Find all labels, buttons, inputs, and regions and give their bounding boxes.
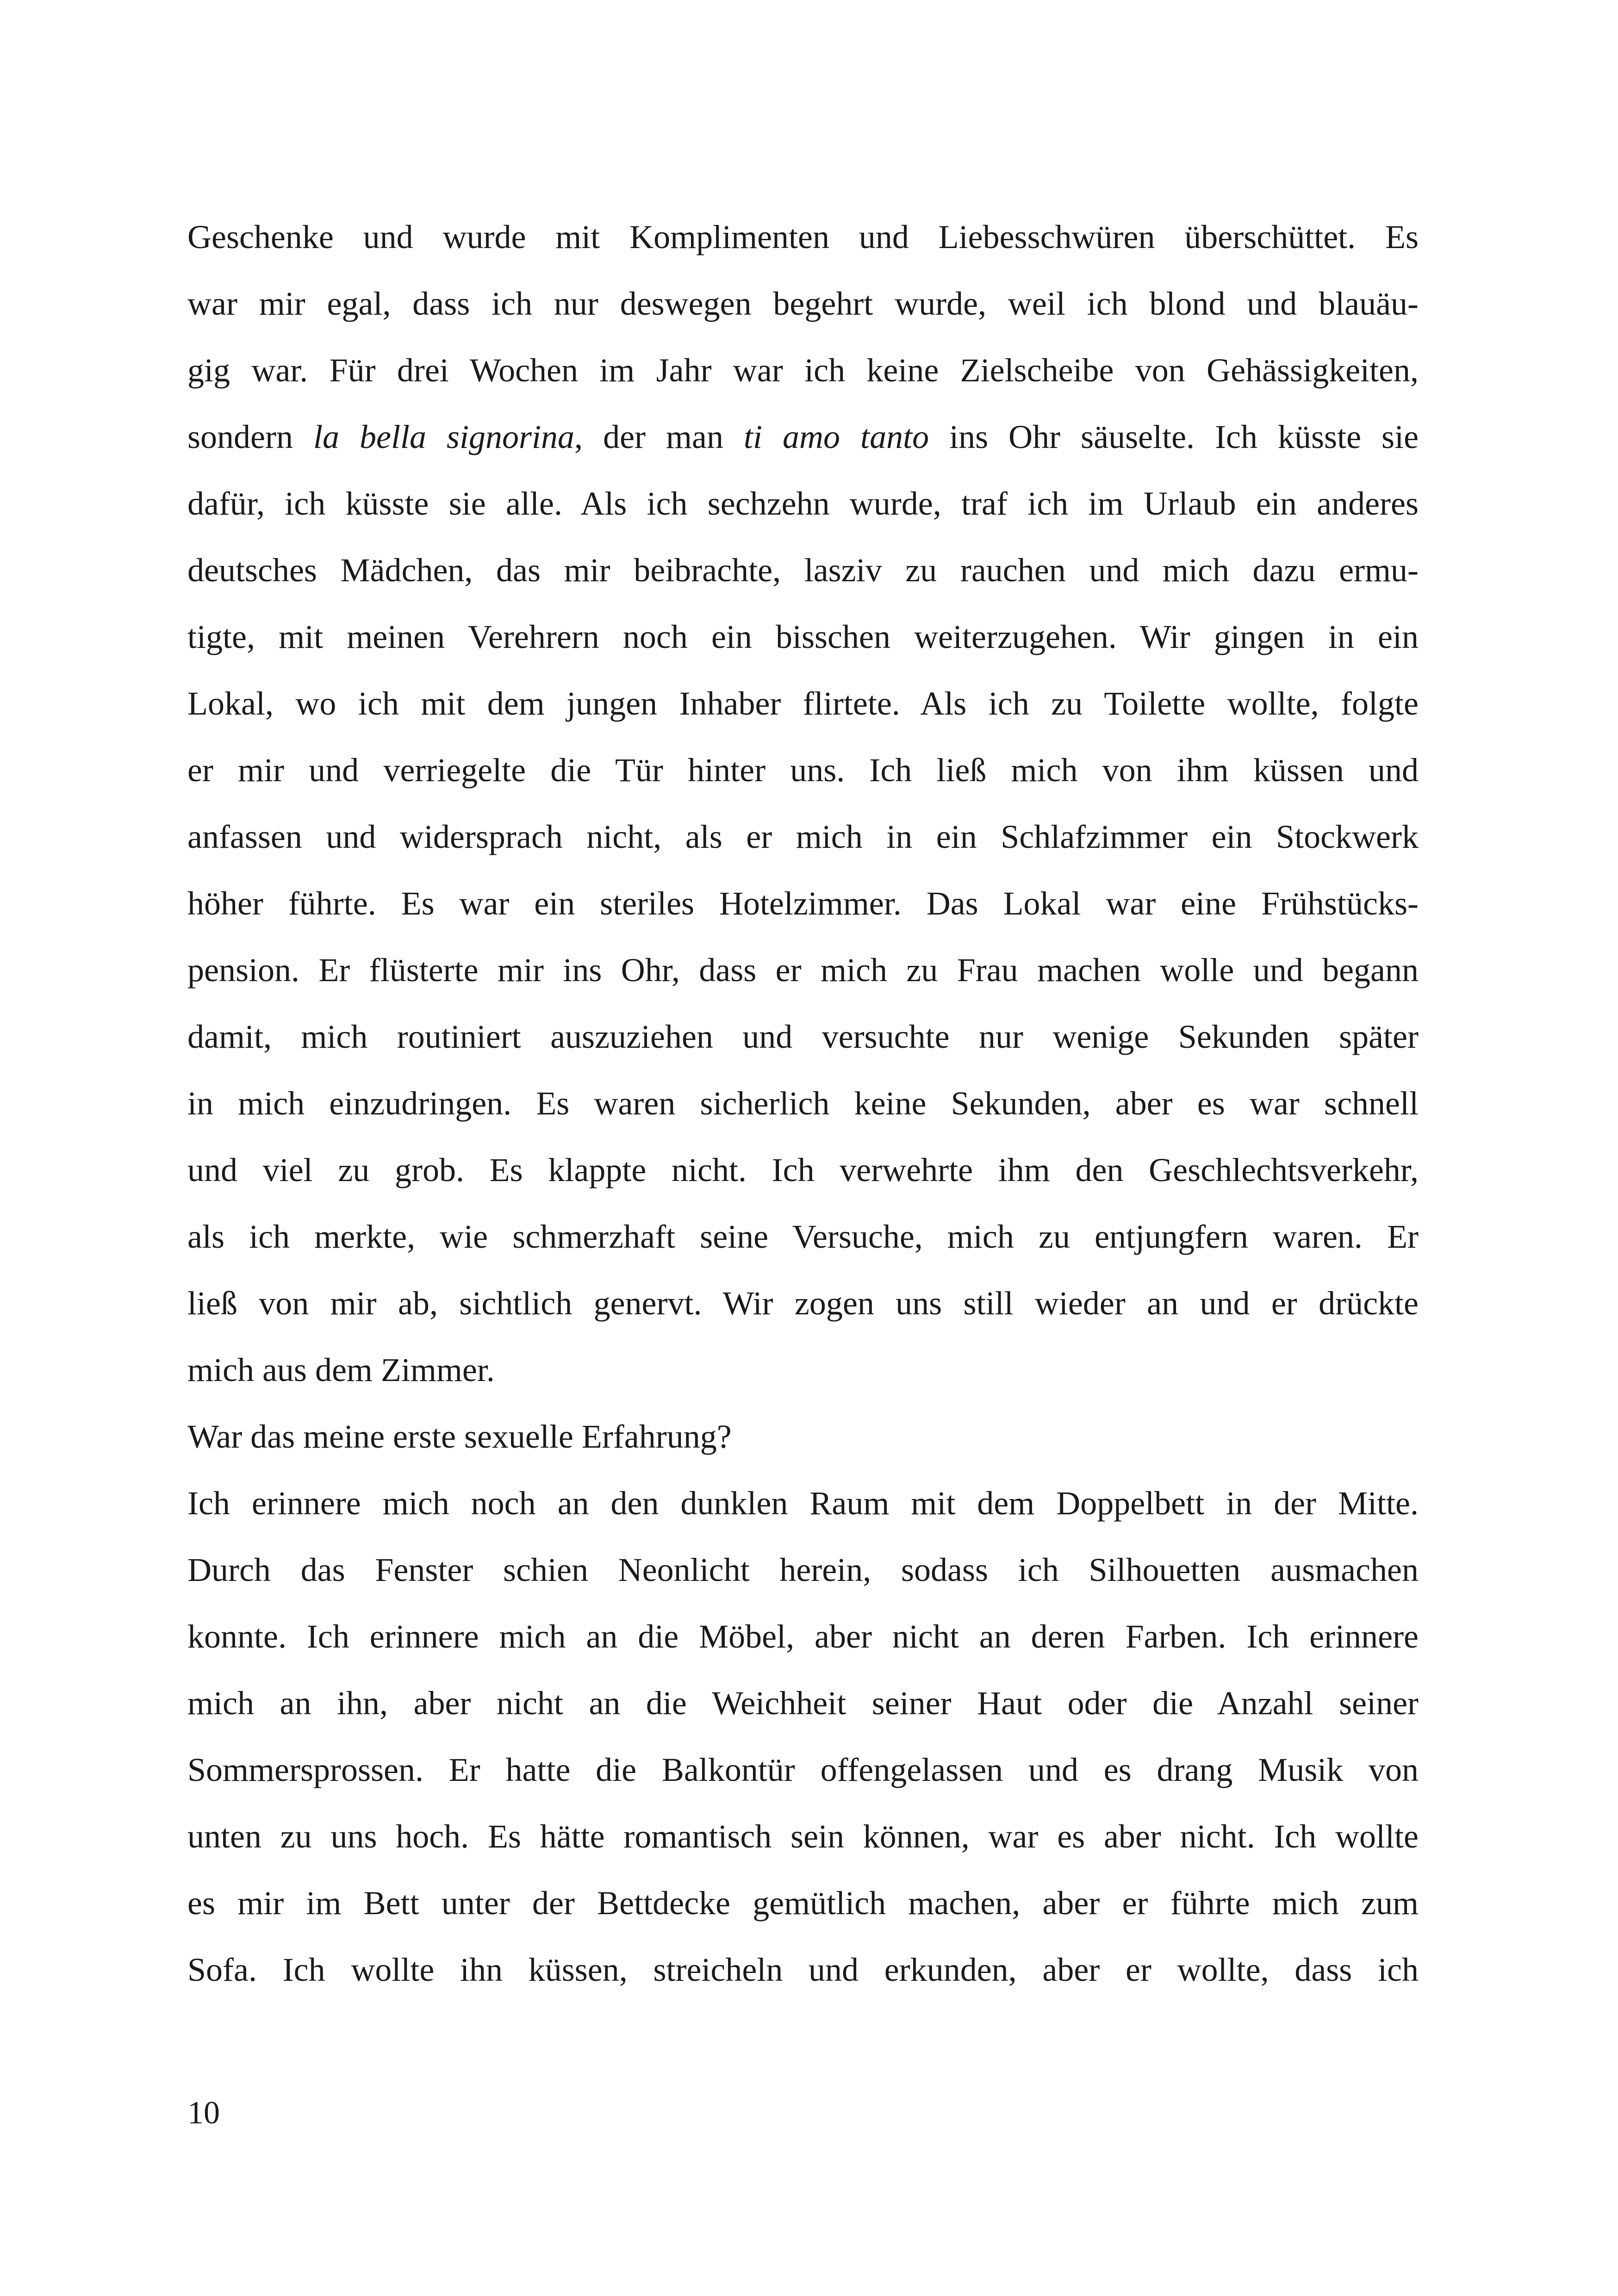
text-line — [187, 870, 1419, 937]
text-segment: unten zu uns hoch. Es hätte romantisch sein können, war es aber nicht. Ich wollte — [187, 1818, 1419, 1855]
text-segment: mich an ihn, aber nicht an die Weichheit seiner Haut oder die Anzahl seiner — [187, 1685, 1419, 1722]
text-line — [187, 1003, 1419, 1070]
text-segment: höher führte. Es war ein steriles Hotelzimmer. Das Lokal war eine Frühstücks- — [187, 885, 1419, 922]
italic-phrase: ti amo tanto — [744, 418, 929, 455]
text-segment: mich aus dem Zimmer. — [187, 1351, 495, 1388]
text-segment: anfassen und widersprach nicht, als er mich in ein Schlafzimmer ein Stockwerk — [187, 818, 1419, 855]
text-line — [187, 1070, 1419, 1137]
text-line — [187, 1270, 1419, 1337]
text-segment: dafür, ich küsste sie alle. Als ich sechzehn wurde, traf ich im Urlaub ein anderes — [187, 485, 1419, 522]
text-line — [187, 1736, 1419, 1803]
text-line — [187, 1137, 1419, 1203]
text-segment: Sofa. Ich wollte ihn küssen, streicheln und erkunden, aber er wollte, dass ich — [187, 1951, 1419, 1988]
text-line — [187, 1203, 1419, 1270]
page-number: 10 — [187, 2095, 220, 2131]
text-line — [187, 337, 1419, 404]
text-line — [187, 604, 1419, 670]
text-line — [187, 1936, 1419, 2003]
text-line — [187, 737, 1419, 803]
text-segment: sondern — [187, 418, 313, 455]
text-line — [187, 470, 1419, 537]
text-line — [187, 204, 1419, 270]
text-segment: Geschenke und wurde mit Komplimenten und Liebesschwüren überschüttet. Es — [187, 218, 1419, 255]
text-segment: ließ von mir ab, sichtlich genervt. Wir zogen uns still wieder an und er drückte — [187, 1285, 1419, 1322]
text-line — [187, 537, 1419, 604]
text-segment: es mir im Bett unter der Bettdecke gemütlich machen, aber er führte mich zum — [187, 1885, 1419, 1922]
text-segment: Lokal, wo ich mit dem jungen Inhaber flirtete. Als ich zu Toilette wollte, folgte — [187, 685, 1419, 722]
text-segment: Ich erinnere mich noch an den dunklen Raum mit dem Doppelbett in der Mitte. — [187, 1485, 1419, 1522]
text-segment: War das meine erste sexuelle Erfahrung? — [187, 1418, 732, 1455]
text-line — [187, 1337, 1419, 1403]
text-segment: er mir und verriegelte die Tür hinter uns. Ich ließ mich von ihm küssen und — [187, 752, 1419, 789]
text-segment: war mir egal, dass ich nur deswegen begehrt wurde, weil ich blond und blauäu- — [187, 285, 1419, 322]
text-segment: pension. Er flüsterte mir ins Ohr, dass er mich zu Frau machen wolle und begann — [187, 952, 1419, 989]
text-segment: konnte. Ich erinnere mich an die Möbel, aber nicht an deren Farben. Ich erinnere — [187, 1618, 1419, 1655]
text-line — [187, 803, 1419, 870]
text-line — [187, 1403, 1419, 1470]
text-segment: tigte, mit meinen Verehrern noch ein bisschen weiterzugehen. Wir gingen in ein — [187, 618, 1419, 655]
text-segment: Sommersprossen. Er hatte die Balkontür offengelassen und es drang Musik von — [187, 1751, 1419, 1788]
text-line — [187, 1870, 1419, 1936]
text-segment: als ich merkte, wie schmerzhaft seine Versuche, mich zu entjungfern waren. Er — [187, 1218, 1419, 1255]
text-segment: ins Ohr säuselte. Ich küsste sie — [929, 418, 1419, 455]
body-text — [187, 204, 1419, 2003]
text-segment: Durch das Fenster schien Neonlicht herein, sodass ich Silhouetten ausmachen — [187, 1551, 1419, 1588]
text-segment: und viel zu grob. Es klappte nicht. Ich verwehrte ihm den Geschlechtsverkehr, — [187, 1151, 1419, 1188]
text-segment: , der man — [574, 418, 744, 455]
text-segment: deutsches Mädchen, das mir beibrachte, lasziv zu rauchen und mich dazu ermu- — [187, 552, 1419, 589]
text-line — [187, 937, 1419, 1003]
text-line — [187, 1603, 1419, 1670]
text-line — [187, 404, 1419, 470]
text-line — [187, 1803, 1419, 1870]
text-line — [187, 1470, 1419, 1537]
text-segment: damit, mich routiniert auszuziehen und versuchte nur wenige Sekunden später — [187, 1018, 1419, 1055]
text-segment: gig war. Für drei Wochen im Jahr war ich keine Zielscheibe von Gehässigkeiten, — [187, 352, 1419, 389]
text-line — [187, 1537, 1419, 1603]
text-segment: in mich einzudringen. Es waren sicherlich keine Sekunden, aber es war schnell — [187, 1085, 1419, 1122]
italic-phrase: la bella signorina — [313, 418, 575, 455]
text-line — [187, 1670, 1419, 1736]
text-line — [187, 270, 1419, 337]
text-line — [187, 670, 1419, 737]
